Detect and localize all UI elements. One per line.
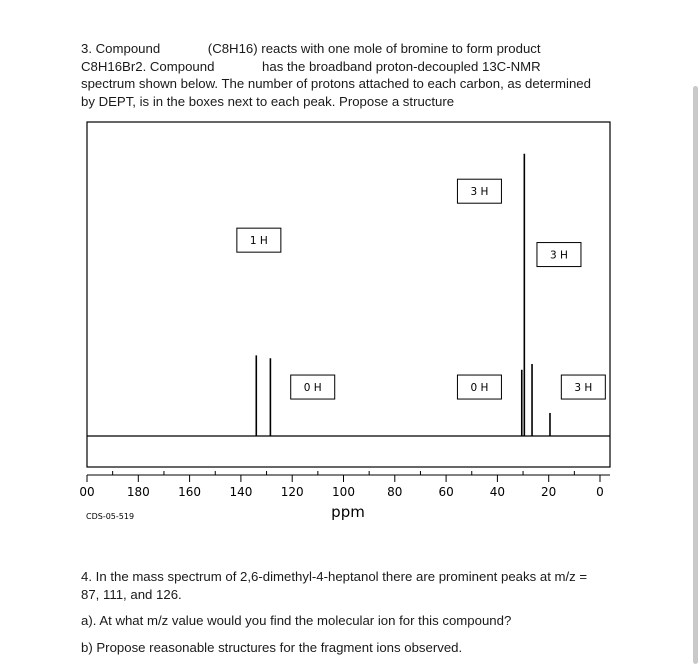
x-tick-label: 100	[332, 485, 355, 499]
x-tick-label: 180	[126, 485, 150, 499]
x-tick-label: 60	[438, 485, 454, 499]
question-4-part-a: a). At what m/z value would you find the molecular ion for this compound?	[81, 613, 512, 628]
question-4-line-2: 87, 111, and 126.	[81, 586, 182, 602]
x-tick-label: 80	[387, 485, 403, 499]
question-3-line: 3. Compound (C8H16) reacts with one mole of bromine to form product	[81, 41, 541, 56]
x-tick-label: 120	[280, 485, 304, 499]
question-3-line: spectrum shown below. The number of protons attached to each carbon, as determined	[81, 76, 591, 91]
x-tick-label: 0	[596, 485, 604, 499]
x-tick-label: 20	[541, 485, 557, 499]
x-tick-label: 00	[79, 485, 95, 499]
dept-label-text: 1 H	[249, 235, 268, 248]
dept-label-text: 0 H	[303, 382, 322, 395]
dept-label-text: 0 H	[470, 382, 489, 395]
x-axis-label: ppm	[331, 503, 365, 521]
question-3-line: C8H16Br2. Compound has the broadband proton-decoupled 13C-NMR	[81, 58, 541, 74]
question-3-line: by DEPT, is in the boxes next to each peak. Propose a structure	[81, 93, 455, 109]
dept-label-text: 3 H	[470, 186, 489, 199]
scrollbar[interactable]	[693, 86, 698, 664]
question-4-part-b: b) Propose reasonable structures for the fragment ions observed.	[81, 639, 463, 655]
dept-labels	[237, 179, 605, 399]
dept-label-text: 3 H	[574, 382, 593, 395]
x-tick-label: 160	[178, 485, 202, 499]
x-tick-label: 40	[489, 485, 506, 499]
x-tick-label: 140	[229, 485, 253, 499]
question-4	[81, 568, 641, 656]
question-4-line-1: 4. In the mass spectrum of 2,6-dimethyl-4-heptanol there are prominent peaks at m/z =	[81, 569, 588, 584]
dept-label-text: 3 H	[549, 249, 568, 262]
sample-id: CDS-05-519	[86, 512, 135, 521]
